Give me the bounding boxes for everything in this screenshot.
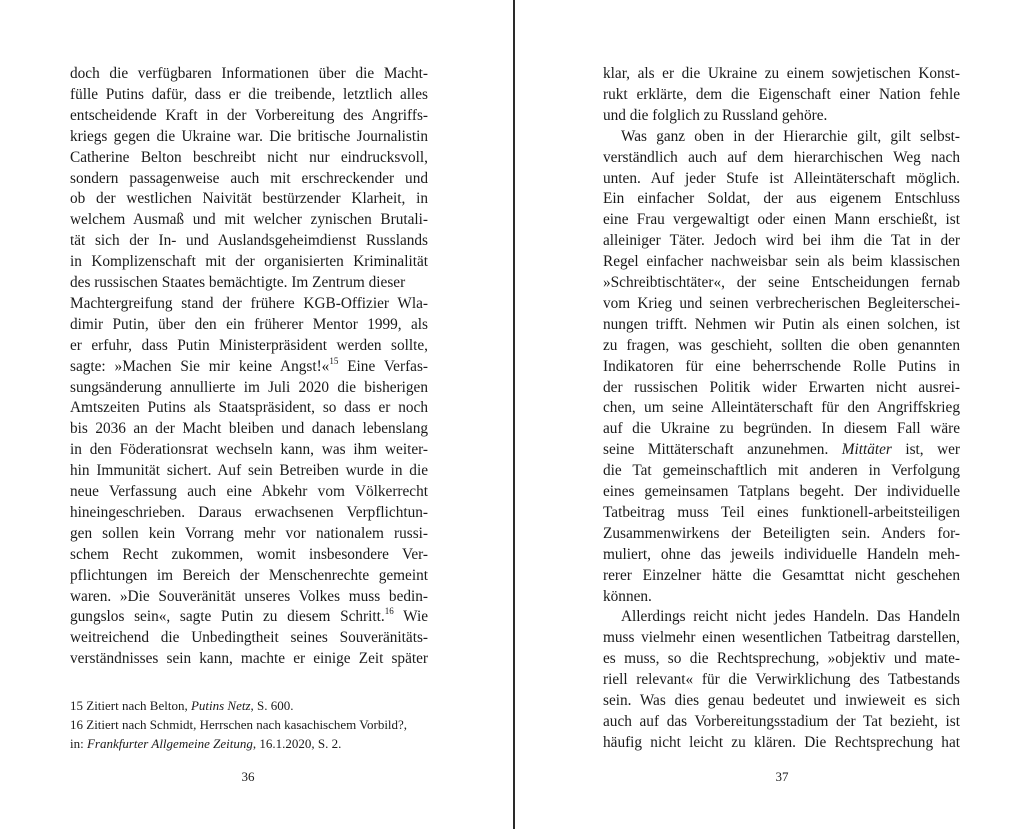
text-line bbox=[70, 147, 428, 168]
line-text: und die folglich zu Russland gehöre. bbox=[603, 106, 828, 124]
line-text: sagte: »Machen Sie mir keine Angst!« bbox=[70, 357, 330, 375]
page-gutter-divider bbox=[513, 0, 515, 829]
page-number-left: 36 bbox=[241, 769, 255, 784]
text-line bbox=[70, 126, 428, 147]
line-text: häufig nicht leicht zu klären. Die Rechtsprechung hat bbox=[603, 733, 960, 751]
line-text: eines gemeinsamen Tatplans begeht. Der individuelle bbox=[603, 483, 960, 500]
line-text: chen, um seine Alleintäterschaft für den Angriffskrieg bbox=[603, 399, 960, 417]
line-text: Amtszeiten Putins als Staatspräsident, so dass er noch bbox=[70, 399, 428, 417]
text-line bbox=[603, 397, 960, 418]
line-text: Was ganz oben in der Hierarchie gilt, gilt selbst- bbox=[621, 127, 960, 145]
text-line bbox=[603, 502, 960, 523]
line-text: Zusammenwirkens der Beteiligten sein. Anders for- bbox=[603, 524, 960, 542]
line-text: bis 2036 an der Macht bleiben und danach lebenslang bbox=[70, 420, 428, 438]
text-line bbox=[70, 523, 428, 544]
footnote-number: 16 bbox=[70, 717, 83, 732]
text-line bbox=[70, 63, 428, 84]
text-line bbox=[603, 84, 960, 105]
line-text: neue Verfassung auch eine Abkehr vom Völkerrecht bbox=[70, 483, 428, 500]
line-text: die Tat gemeinschaftlich mit anderen in Verfolgung bbox=[603, 462, 960, 480]
line-text: des russischen Staates bemächtigte. Im Zentrum dieser bbox=[70, 274, 406, 291]
text-line bbox=[70, 105, 428, 126]
line-text: klar, als er die Ukraine zu einem sowjetischen Konst- bbox=[603, 65, 960, 82]
text-line bbox=[603, 481, 960, 502]
line-text: schem Recht zukommen, womit insbesondere Ver- bbox=[70, 545, 428, 563]
line-text: zu fragen, was geschieht, sollten die oben genannten bbox=[603, 336, 960, 354]
line-text: Ein einfacher Soldat, der aus eigenem Entschluss bbox=[603, 190, 960, 208]
line-text: Tatbeitrag muss Teil eines funktionell-arbeitsteiligen bbox=[603, 503, 960, 521]
text-line bbox=[603, 377, 960, 398]
text-line bbox=[70, 314, 428, 335]
line-text: er erfuhr, dass Putin Ministerpräsident werden sollte, bbox=[70, 336, 428, 354]
line-text-continued: ist, wer bbox=[891, 441, 960, 459]
text-line bbox=[70, 168, 428, 189]
line-text: gen sollen kein Vorrang mehr vor nationalem russi- bbox=[70, 524, 428, 542]
text-line bbox=[70, 544, 428, 565]
footnote-text: Zitiert nach Schmidt, Herrschen nach kasachischem Vorbild?, bbox=[86, 717, 408, 732]
text-line bbox=[70, 565, 428, 586]
line-text: Catherine Belton beschreibt nicht nur eindrucksvoll, bbox=[70, 148, 428, 166]
footnote bbox=[70, 697, 450, 715]
text-line bbox=[70, 397, 428, 418]
footnote-title: Putins Netz bbox=[190, 698, 251, 713]
footnote-text-continued: , S. 600. bbox=[250, 698, 294, 713]
text-line bbox=[603, 586, 960, 607]
line-text: rukt erklärte, dem die Eigenschaft einer Nation fehle bbox=[603, 85, 960, 103]
text-line bbox=[603, 711, 960, 732]
footnote-number: 15 bbox=[70, 698, 83, 713]
line-text-continued: Wie bbox=[393, 608, 428, 626]
line-text: Machtergreifung stand der frühere KGB-Offizier Wla- bbox=[70, 294, 428, 312]
line-text: doch die verfügbaren Informationen über die Macht- bbox=[70, 65, 428, 82]
text-line bbox=[70, 439, 428, 460]
line-text: eine Frau vergewaltigt oder einen Mann erschießt, ist bbox=[603, 211, 960, 229]
text-line bbox=[603, 335, 960, 356]
text-line bbox=[70, 356, 428, 377]
text-line bbox=[70, 502, 428, 523]
text-line bbox=[603, 732, 960, 753]
line-text: muss vielmehr einen wesentlichen Tatbeitrag darstellen, bbox=[603, 629, 960, 647]
left-page bbox=[0, 0, 514, 829]
line-text: Regel einfacher nachweisbar sein als beim klassischen bbox=[603, 253, 960, 271]
footnote-reference: 16 bbox=[384, 606, 394, 617]
text-line bbox=[603, 314, 960, 335]
text-line bbox=[70, 648, 428, 669]
text-line bbox=[70, 460, 428, 481]
footnote bbox=[70, 716, 450, 734]
right-page bbox=[516, 0, 1032, 829]
text-line bbox=[603, 209, 960, 230]
footnote-title: Frankfurter Allgemeine Zeitung bbox=[86, 736, 253, 751]
text-line bbox=[70, 188, 428, 209]
line-text: es muss, so die Rechtsprechung, »objektiv und mate- bbox=[603, 650, 960, 668]
line-text: gungslos sein«, sagte Putin zu diesem Schritt. bbox=[70, 608, 385, 626]
line-text: weitreichend die Unbedingtheit seines Souveränitäts- bbox=[70, 629, 428, 647]
line-text: der russischen Politik wider Erwarten nicht ausrei- bbox=[603, 378, 960, 396]
line-text: sein. Was dies genau bedeutet und inwieweit es sich bbox=[603, 692, 960, 709]
text-line bbox=[603, 356, 960, 377]
text-line bbox=[603, 460, 960, 481]
line-text: verständlich auch auf dem hierarchischen Weg nach bbox=[603, 148, 960, 166]
line-text: pflichtungen im Bereich der Menschenrechte gemeint bbox=[70, 566, 428, 584]
text-line bbox=[603, 230, 960, 251]
line-text: auf die Ukraine zu begründen. In diesem Fall wäre bbox=[603, 420, 960, 438]
text-line bbox=[70, 377, 428, 398]
footnote-reference: 15 bbox=[329, 355, 339, 366]
text-line bbox=[603, 648, 960, 669]
line-text: ob der westlichen Naivität bestürzender Klarheit, in bbox=[70, 190, 428, 208]
text-line bbox=[603, 126, 960, 147]
text-line bbox=[70, 251, 428, 272]
text-line bbox=[603, 293, 960, 314]
page-number-right: 37 bbox=[775, 769, 789, 784]
line-text: verständnisses sein kann, machte er einige Zeit später bbox=[70, 650, 428, 668]
line-text: vom Krieg und seinen verbrecherischen Begleiterschei- bbox=[603, 294, 960, 312]
footnote-text-continued: , 16.1.2020, S. 2. bbox=[252, 736, 342, 751]
line-text: seine Mittäterschaft anzunehmen. bbox=[603, 441, 842, 459]
text-line bbox=[70, 418, 428, 439]
text-line bbox=[603, 105, 960, 126]
line-text: kriegs gegen die Ukraine war. Die britische Journalistin bbox=[70, 127, 428, 145]
text-line bbox=[603, 690, 960, 711]
text-line bbox=[70, 335, 428, 356]
text-line bbox=[70, 586, 428, 607]
text-line bbox=[603, 544, 960, 565]
text-line bbox=[603, 439, 960, 460]
text-line bbox=[603, 168, 960, 189]
line-text: »Schreibtischtäter«, der seine Entscheidungen fernab bbox=[603, 274, 960, 291]
text-line bbox=[603, 565, 960, 586]
text-line bbox=[603, 606, 960, 627]
line-text: fülle Putins dafür, dass er die treibende, letztlich alles bbox=[70, 85, 428, 103]
footnote bbox=[70, 735, 450, 753]
line-text: muliert, ohne das jeweils individuelle Handeln meh- bbox=[603, 545, 960, 563]
italic-term: Mittäter bbox=[841, 441, 892, 459]
line-text: in Komplizenschaft mit der organisierten Kriminalität bbox=[70, 253, 428, 271]
text-line bbox=[603, 63, 960, 84]
text-line bbox=[70, 230, 428, 251]
line-text: sungsänderung annullierte im Juli 2020 die bisherigen bbox=[70, 378, 428, 396]
line-text: dimir Putin, über den ein früherer Mentor 1999, als bbox=[70, 315, 428, 333]
text-line bbox=[70, 606, 428, 627]
text-line bbox=[70, 84, 428, 105]
text-line bbox=[603, 418, 960, 439]
line-text: tät sich der In- und Auslandsgeheimdienst Russlands bbox=[70, 232, 428, 250]
text-line bbox=[70, 293, 428, 314]
line-text: waren. »Die Souveränität unseres Volkes muss bedin- bbox=[70, 587, 428, 605]
line-text: auch auf das Vorbereitungsstadium der Tat bezieht, ist bbox=[603, 712, 960, 730]
footnote-text: Zitiert nach Belton, bbox=[86, 698, 191, 713]
line-text: können. bbox=[603, 587, 652, 605]
line-text: unten. Auf jeder Stufe ist Alleintäterschaft möglich. bbox=[603, 169, 960, 187]
text-line bbox=[70, 272, 428, 293]
line-text: sondern passagenweise auch mit erschreckender und bbox=[70, 169, 428, 187]
text-line bbox=[603, 272, 960, 293]
line-text: rerer Einzelner hätte die Gesamttat nicht geschehen bbox=[603, 566, 960, 584]
text-line bbox=[603, 523, 960, 544]
text-line bbox=[603, 188, 960, 209]
text-line bbox=[70, 481, 428, 502]
footnote-text: in: bbox=[70, 736, 87, 751]
text-line bbox=[603, 251, 960, 272]
line-text: riell relevant« für die Verwirklichung des Tatbestands bbox=[603, 671, 960, 689]
text-line bbox=[603, 627, 960, 648]
line-text: hin Immunität sichert. Auf sein Betreiben wurde in die bbox=[70, 462, 428, 480]
text-line bbox=[70, 627, 428, 648]
text-line bbox=[603, 669, 960, 690]
line-text: alleiniger Täter. Jedoch wird bei ihm die Tat in der bbox=[603, 232, 960, 250]
line-text: Indikatoren für eine beherrschende Rolle Putins in bbox=[603, 357, 960, 375]
line-text: Allerdings reicht nicht jedes Handeln. Das Handeln bbox=[621, 608, 960, 626]
text-line bbox=[70, 209, 428, 230]
text-line bbox=[603, 147, 960, 168]
line-text-continued: Eine Verfas- bbox=[338, 357, 428, 375]
line-text: in den Föderationsrat wechseln kann, was ihm weiter- bbox=[70, 441, 428, 459]
line-text: entscheidende Kraft in der Vorbereitung des Angriffs- bbox=[70, 106, 428, 124]
line-text: hineingeschrieben. Daraus erwachsenen Verpflichtun- bbox=[70, 503, 428, 521]
line-text: nungen trifft. Nehmen wir Putin als einen solchen, ist bbox=[603, 315, 960, 333]
line-text: welchem Ausmaß und mit welcher zynischen Brutali- bbox=[70, 211, 428, 229]
